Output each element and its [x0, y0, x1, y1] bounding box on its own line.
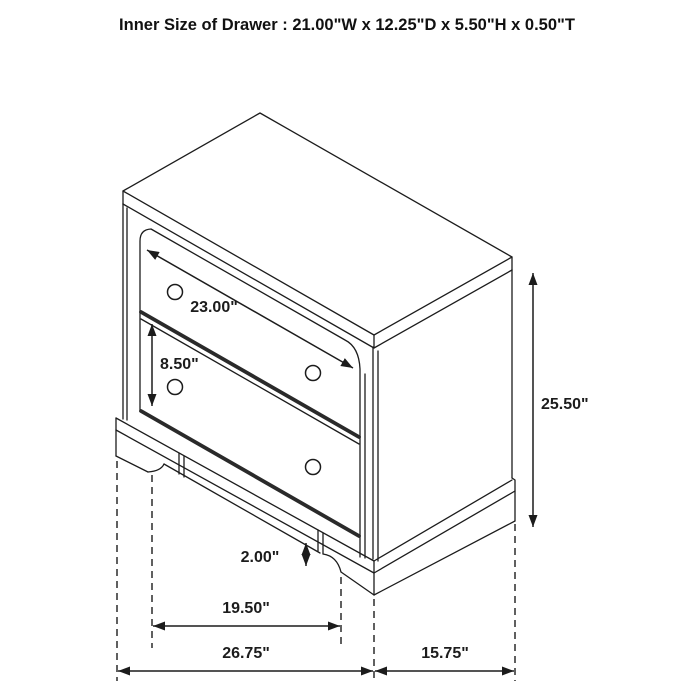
top-panel	[123, 113, 512, 348]
dim-overall-width-label: 26.75"	[222, 645, 270, 662]
drawer-fronts	[141, 312, 359, 536]
dim-drawer-width-label: 23.00"	[190, 299, 238, 316]
dim-overall-height	[533, 273, 589, 527]
dim-overall-height-label: 25.50"	[541, 396, 589, 413]
knob-bottom-right	[306, 460, 321, 475]
knob-bottom-left	[168, 380, 183, 395]
page-title: Inner Size of Drawer : 21.00"W x 12.25"D x 5.50"H x 0.50"T	[119, 16, 575, 34]
dim-feet-spacing	[153, 600, 340, 626]
dimension-annotations	[117, 250, 589, 681]
dim-overall-depth	[375, 645, 514, 671]
dim-foot-height	[241, 543, 306, 566]
dim-overall-depth-label: 15.75"	[421, 645, 469, 662]
knob-top-right	[306, 366, 321, 381]
nightstand-drawing	[116, 113, 515, 595]
knob-top-left	[168, 285, 183, 300]
dim-drawer-width	[147, 250, 353, 368]
dim-drawer-height-label: 8.50"	[160, 356, 199, 373]
dim-overall-width	[118, 645, 373, 671]
dim-foot-height-label: 2.00"	[240, 549, 280, 566]
dim-feet-spacing-label: 19.50"	[222, 600, 270, 617]
base-plinth	[116, 418, 515, 595]
